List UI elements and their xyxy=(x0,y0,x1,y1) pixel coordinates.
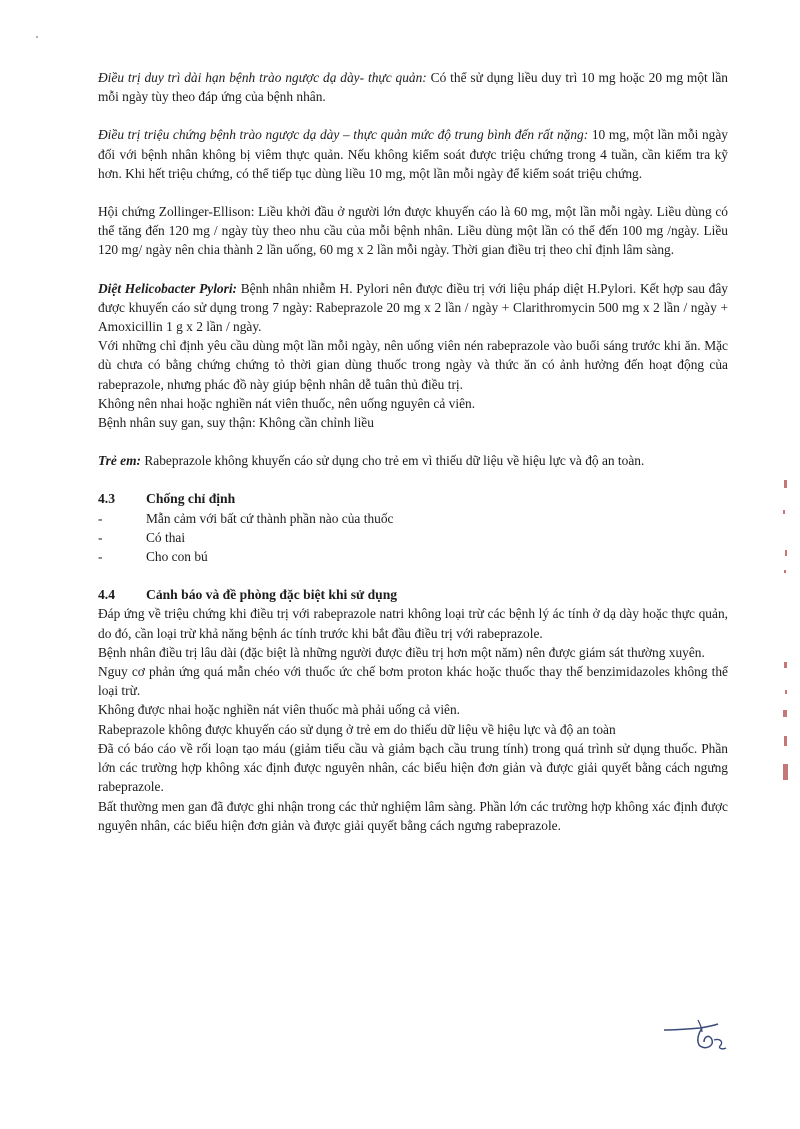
document-page xyxy=(98,68,728,835)
h-pylori-paragraph xyxy=(98,279,728,337)
paragraph-text: Hội chứng Zollinger-Ellison: Liều khởi đầu ở người lớn được khuyến cáo là 60 mg, một lần mỗi ngày. Liều dùng có thể tăng đến 120 mg / ngày tùy theo nhu cầu của mỗi bệnh nhân. Liều dùng một lần có thể đến 100 mg /ngày. Liều 120 mg/ ngày nên chia thành 2 lần uống, 60 mg x 2 lần mỗi ngày. Thời gian điều trị theo chỉ định lâm sàng. xyxy=(98,204,728,258)
section-title: Chống chỉ định xyxy=(146,491,236,507)
warning-paragraph: Đáp ứng về triệu chứng khi điều trị với rabeprazole natri không loại trừ các bệnh lý ác tính ở dạ dày hoặc thực quản, do đó, cần loại trừ khả năng bệnh ác tính trước khi bắt đầu điều trị với rabeprazole. xyxy=(98,606,728,641)
handwritten-signature xyxy=(662,1010,732,1056)
list-item-text: Mẫn cảm với bất cứ thành phần nào của thuốc xyxy=(146,510,394,526)
children-paragraph xyxy=(98,451,728,470)
paragraph-text: Có thể sử dụng liều duy trì 10 mg hoặc 20 mg một lần mỗi ngày tùy theo đáp ứng của bệnh nhân. xyxy=(98,70,728,105)
paragraph-text: Bệnh nhân nhiễm H. Pylori nên được điều trị với liệu pháp diệt H.Pylori. Kết hợp sau đây được khuyến cáo sử dụng trong 7 ngày: Rabeprazole 20 mg x 2 lần / ngày + Clarithromycin 500 mg x 2 lần / ngày + Amoxicillin 1 g x 2 lần / ngày. xyxy=(98,280,728,335)
zollinger-ellison-paragraph xyxy=(98,202,728,260)
contraindication-list xyxy=(98,509,728,567)
warning-paragraph: Bệnh nhân điều trị lâu dài (đặc biệt là những người được điều trị hơn một năm) nên được giám sát thường xuyên. xyxy=(98,644,705,660)
list-dash: - xyxy=(98,529,103,545)
warning-paragraph: Đã có báo cáo về rối loạn tạo máu (giảm tiểu cầu và giảm bạch cầu trung tính) trong quá trình sử dụng thuốc. Phần lớn các trường hợp không xác định được nguyên nhân, các biểu hiện đơn giản và được giải quyết bằng cách ngưng rabeprazole. xyxy=(98,740,728,795)
paragraph-lead: Trẻ em: xyxy=(98,453,142,469)
paragraph-lead: Điều trị duy trì dài hạn bệnh trào ngược dạ dày- thực quản: xyxy=(98,70,427,85)
list-item xyxy=(98,547,728,566)
section-number: 4.3 xyxy=(98,491,115,507)
paragraph-lead: Điều trị triệu chứng bệnh trào ngược dạ dày – thực quản mức độ trung bình đến rất nặng: xyxy=(98,127,589,143)
maintenance-therapy-paragraph xyxy=(98,68,728,106)
section-title: Cảnh báo và đề phòng đặc biệt khi sử dụng xyxy=(146,587,398,603)
list-item xyxy=(98,528,728,547)
section-number: 4.4 xyxy=(98,587,115,603)
paragraph-text: Rabeprazole không khuyến cáo sử dụng cho trẻ em vì thiếu dữ liệu về hiệu lực và độ an toàn. xyxy=(141,453,645,469)
list-item-text: Cho con bú xyxy=(146,549,208,565)
warning-paragraph: Không được nhai hoặc nghiền nát viên thuốc mà phải uống cả viên. xyxy=(98,702,461,718)
scan-speck xyxy=(36,36,38,38)
section-4-4-heading xyxy=(98,585,728,604)
no-chewing-paragraph: Không nên nhai hoặc nghiền nát viên thuốc, nên uống nguyên cả viên. xyxy=(98,395,476,411)
warning-paragraph: Rabeprazole không được khuyến cáo sử dụng ở trẻ em do thiếu dữ liệu về hiệu lực và độ an toàn xyxy=(98,721,616,737)
margin-stamp-marks xyxy=(778,480,792,810)
warning-paragraph: Nguy cơ phản ứng quá mẫn chéo với thuốc ức chế bơm proton khác hoặc thuốc thay thế benzimidazoles không thể loại trừ. xyxy=(98,664,728,699)
paragraph-text: 10 mg, một lần mỗi ngày đối với bệnh nhân không bị viêm thực quản. Nếu không kiểm soát được triệu chứng trong 4 tuần, cần kiểm tra kỹ hơn. Khi hết triệu chứng, có thể tiếp tục dùng liều 10 mg, một lần mỗi ngày để kiểm soát triệu chứng. xyxy=(98,127,728,181)
section-4-3-heading xyxy=(98,489,728,508)
list-item xyxy=(98,509,728,528)
list-dash: - xyxy=(98,549,103,565)
warning-paragraph: Bất thường men gan đã được ghi nhận trong các thử nghiệm lâm sàng. Phần lớn các trường hợp không xác định được nguyên nhân, các biểu hiện đơn giản và được giải quyết bằng cách ngưng rabeprazole. xyxy=(98,798,728,833)
list-item-text: Có thai xyxy=(146,529,186,545)
hepatic-renal-paragraph: Bệnh nhân suy gan, suy thận: Không cần chỉnh liều xyxy=(98,415,374,431)
symptomatic-therapy-paragraph xyxy=(98,125,728,183)
once-daily-paragraph: Với những chỉ định yêu cầu dùng một lần mỗi ngày, nên uống viên nén rabeprazole vào buổi sáng trước khi ăn. Mặc dù chưa có bằng chứng chứng tỏ thời gian dùng thuốc trong ngày và thức ăn có ảnh hưởng đến hoạt động của rabeprazole, nhưng phác đồ này giúp bệnh nhân dễ tuân thủ điều trị. xyxy=(98,338,728,392)
list-dash: - xyxy=(98,510,103,526)
paragraph-lead: Diệt Helicobacter Pylori: xyxy=(98,280,238,296)
